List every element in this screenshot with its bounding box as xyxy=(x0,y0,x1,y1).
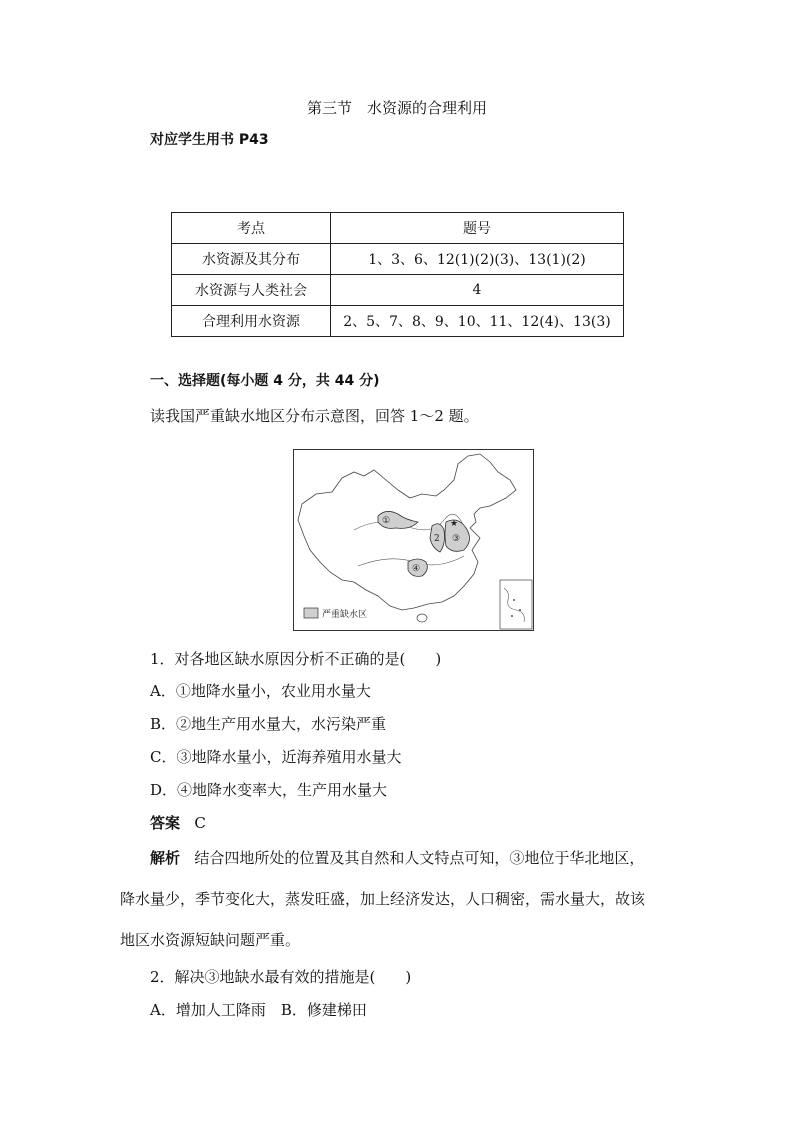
table-header-row xyxy=(172,213,624,244)
region-label-4: ④ xyxy=(412,564,421,574)
legend-swatch xyxy=(304,608,318,618)
question-1-option-b: B．②地生产用水量大，水污染严重 xyxy=(150,715,387,733)
table-cell: 水资源及其分布 xyxy=(172,244,331,275)
table-row xyxy=(172,275,624,306)
region-label-1: ① xyxy=(382,516,391,526)
water-shortage-map xyxy=(293,449,534,631)
question-1-option-c: C．③地降水量小，近海养殖用水量大 xyxy=(150,748,402,766)
table-cell: 1、3、6、12(1)(2)(3)、13(1)(2) xyxy=(331,244,624,275)
question-2-stem: 2．解决③地缺水最有效的措施是( ) xyxy=(150,968,412,986)
inset-island xyxy=(511,615,513,617)
table-cell: 2、5、7、8、9、10、11、12(4)、13(3) xyxy=(331,306,624,337)
exam-point-table xyxy=(171,212,624,337)
analysis-line-2: 降水量少，季节变化大，蒸发旺盛，加上经济发达，人口稠密，需水量大，故该 xyxy=(120,890,646,908)
analysis-line-1 xyxy=(150,847,644,868)
answer-label: 答案 xyxy=(150,814,181,832)
question-1-option-a: A．①地降水量小，农业用水量大 xyxy=(150,682,371,700)
analysis-label: 解析 xyxy=(150,849,181,867)
table-header-cell: 考点 xyxy=(172,213,331,244)
legend-label: 严重缺水区 xyxy=(322,610,368,620)
question-1-option-d: D．④地降水变率大，生产用水量大 xyxy=(150,781,388,799)
capital-star-icon: ★ xyxy=(450,519,459,529)
table-row xyxy=(172,244,624,275)
inset-island xyxy=(513,599,515,601)
inset-island xyxy=(519,609,521,611)
student-book-reference: 对应学生用书 P43 xyxy=(150,132,269,148)
region-label-2: 2 xyxy=(434,534,440,544)
table-cell: 合理利用水资源 xyxy=(172,306,331,337)
analysis-line-3: 地区水资源短缺问题严重。 xyxy=(120,931,301,949)
answer-value: C xyxy=(194,814,206,832)
china-outline-map xyxy=(294,450,533,630)
table-row xyxy=(172,306,624,337)
region-label-3: ③ xyxy=(452,534,461,544)
china-outline xyxy=(298,454,516,610)
table-cell: 4 xyxy=(331,275,624,306)
table-cell: 水资源与人类社会 xyxy=(172,275,331,306)
page-title: 第三节 水资源的合理利用 xyxy=(306,99,487,117)
question-1-stem: 1．对各地区缺水原因分析不正确的是( ) xyxy=(150,650,442,668)
table-header-cell: 题号 xyxy=(331,213,624,244)
question-2-options: A．增加人工降雨 B．修建梯田 xyxy=(150,1001,367,1019)
answer-line xyxy=(150,812,206,833)
question-intro: 读我国严重缺水地区分布示意图，回答 1～2 题。 xyxy=(150,407,479,425)
hainan-island xyxy=(417,614,427,622)
section-heading: 一、选择题(每小题 4 分，共 44 分) xyxy=(150,373,380,389)
south-china-sea-inset xyxy=(500,580,532,629)
analysis-text: 结合四地所处的位置及其自然和人文特点可知，③地位于华北地区， xyxy=(194,849,645,867)
